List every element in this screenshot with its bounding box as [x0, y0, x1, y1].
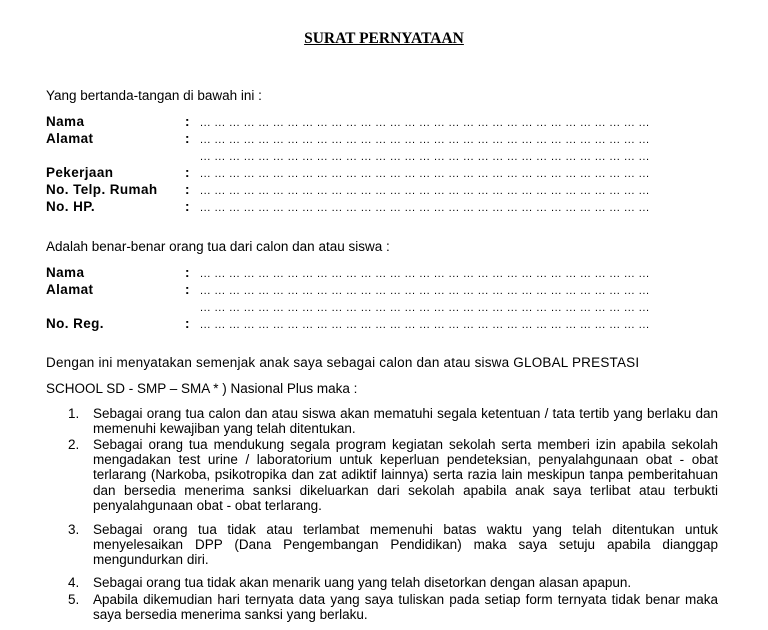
student-reg-colon: : [185, 316, 190, 331]
list-item-number: 5. [68, 592, 80, 607]
declaration-line-1: Dengan ini menyatakan semenjak anak saya sebagai calon dan atau siswa GLOBAL PRESTASI [46, 355, 640, 370]
parent-pekerjaan-label: Pekerjaan [46, 165, 114, 180]
list-item [68, 522, 718, 568]
student-alamat-blank-1[interactable]: ... ... ... ... ... ... ... ... ... ... ... ... ... ... ... ... ... ... ... ... ... ... ... ... ... ... ... ... ... ... ... [200, 285, 650, 297]
list-item [68, 575, 718, 590]
student-alamat-label: Alamat [46, 282, 94, 297]
parent-nama-colon: : [185, 114, 190, 129]
list-item-number: 2. [68, 437, 80, 452]
list-item-text: Sebagai orang tua mendukung segala program kegiatan sekolah serta memberi izin apabila sekolah mengadakan test urine / laboratorium untuk keperluan pendeteksian, penyalahgunaan obat - obat terlarang (Narkoba, psikotropika dan zat adiktif lainnya) serta razia lain meskipun tanpa pemberitahuan dan bersedia menerima sanksi dikeluarkan dari sekolah apabila anak saya terlibat atau terbukti penyalahgunaan obat - obat terlarang. [93, 437, 718, 513]
document-title: SURAT PERNYATAAN [304, 30, 464, 47]
list-item [68, 437, 718, 513]
list-item [68, 592, 718, 622]
student-reg-label: No. Reg. [46, 316, 104, 331]
parent-alamat-blank-2[interactable]: ... ... ... ... ... ... ... ... ... ... ... ... ... ... ... ... ... ... ... ... ... ... ... ... ... ... ... ... ... ... ... [200, 151, 650, 163]
parent-hp-blank[interactable]: ... ... ... ... ... ... ... ... ... ... ... ... ... ... ... ... ... ... ... ... ... ... ... ... ... ... ... ... ... ... ... [200, 202, 650, 214]
list-item-number: 1. [68, 406, 80, 421]
list-item [68, 406, 718, 436]
parent-alamat-label: Alamat [46, 131, 94, 146]
student-nama-label: Nama [46, 265, 85, 280]
parent-alamat-blank-1[interactable]: ... ... ... ... ... ... ... ... ... ... ... ... ... ... ... ... ... ... ... ... ... ... ... ... ... ... ... ... ... ... ... [200, 134, 650, 146]
parent-telp-blank[interactable]: ... ... ... ... ... ... ... ... ... ... ... ... ... ... ... ... ... ... ... ... ... ... ... ... ... ... ... ... ... ... ... [200, 185, 650, 197]
parent-pekerjaan-colon: : [185, 165, 190, 180]
student-alamat-blank-2[interactable]: ... ... ... ... ... ... ... ... ... ... ... ... ... ... ... ... ... ... ... ... ... ... ... ... ... ... ... ... ... ... ... [200, 302, 650, 314]
student-nama-blank[interactable]: ... ... ... ... ... ... ... ... ... ... ... ... ... ... ... ... ... ... ... ... ... ... ... ... ... ... ... ... ... ... ... [200, 268, 650, 280]
list-item-text: Sebagai orang tua calon dan atau siswa akan mematuhi segala ketentuan / tata tertib yang berlaku dan memenuhi kewajiban yang telah ditentukan. [93, 406, 718, 437]
student-reg-blank[interactable]: ... ... ... ... ... ... ... ... ... ... ... ... ... ... ... ... ... ... ... ... ... ... ... ... ... ... ... ... ... ... ... [200, 319, 650, 331]
student-alamat-colon: : [185, 282, 190, 297]
list-item-number: 3. [68, 522, 80, 537]
list-item-number: 4. [68, 575, 80, 590]
student-nama-colon: : [185, 265, 190, 280]
parent-alamat-colon: : [185, 131, 190, 146]
parent-hp-colon: : [185, 199, 190, 214]
declaration-line-2: SCHOOL SD - SMP – SMA * ) Nasional Plus maka : [46, 381, 358, 396]
parent-telp-label: No. Telp. Rumah [46, 182, 158, 197]
intro-text: Yang bertanda-tangan di bawah ini : [46, 88, 262, 103]
parent-nama-label: Nama [46, 114, 85, 129]
parent-nama-blank[interactable]: ... ... ... ... ... ... ... ... ... ... ... ... ... ... ... ... ... ... ... ... ... ... ... ... ... ... ... ... ... ... ... [200, 117, 650, 129]
list-item-text: Apabila dikemudian hari ternyata data yang saya tuliskan pada setiap form ternyata tidak benar maka saya bersedia menerima sanksi yang berlaku. [93, 592, 718, 623]
parent-hp-label: No. HP. [46, 199, 96, 214]
list-item-text: Sebagai orang tua tidak atau terlambat memenuhi batas waktu yang telah ditentukan untuk menyelesaikan DPP (Dana Pengembangan Pendidikan) maka saya setuju apabila dianggap mengundurkan diri. [93, 522, 718, 568]
parent-telp-colon: : [185, 182, 190, 197]
statement-text: Adalah benar-benar orang tua dari calon dan atau siswa : [46, 239, 390, 254]
parent-pekerjaan-blank[interactable]: ... ... ... ... ... ... ... ... ... ... ... ... ... ... ... ... ... ... ... ... ... ... ... ... ... ... ... ... ... ... ... [200, 168, 650, 180]
list-item-text: Sebagai orang tua tidak akan menarik uang yang telah disetorkan dengan alasan apapun. [93, 575, 632, 590]
